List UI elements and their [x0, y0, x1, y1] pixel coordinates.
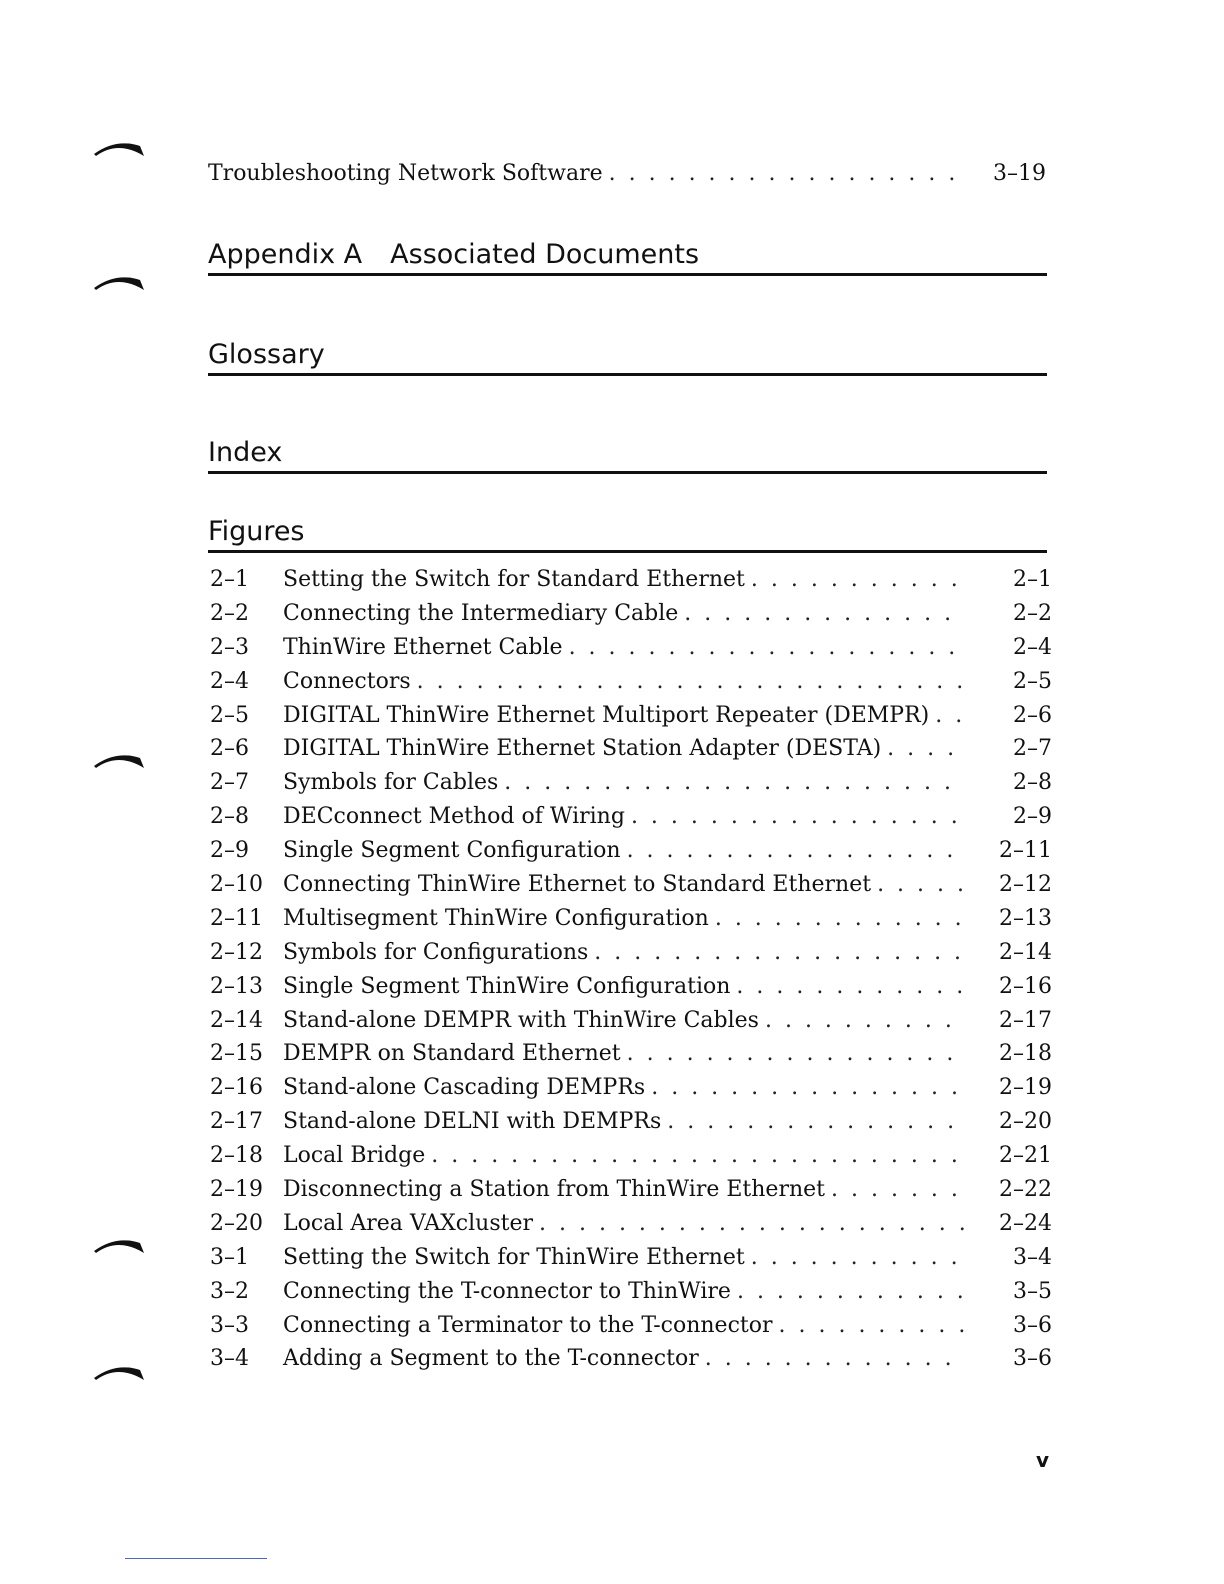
figure-number: 2–13	[210, 973, 263, 999]
leader-dots	[737, 1275, 964, 1309]
figure-title: Single Segment Configuration	[283, 834, 627, 868]
figure-page: 2–18	[964, 1037, 1052, 1071]
figure-list-item	[210, 699, 1052, 733]
figure-page: 2–8	[964, 766, 1052, 800]
figure-page: 2–7	[964, 732, 1052, 766]
figure-title: DEMPR on Standard Ethernet	[283, 1037, 627, 1071]
figure-page: 2–14	[964, 936, 1052, 970]
figure-title: DIGITAL ThinWire Ethernet Multiport Repeater (DEMPR)	[283, 699, 935, 733]
figure-page: 2–12	[964, 868, 1052, 902]
figure-page: 3–5	[964, 1275, 1052, 1309]
page-number: v	[1036, 1448, 1050, 1472]
figure-title: Local Bridge	[283, 1139, 431, 1173]
section-label: Appendix A	[208, 239, 363, 270]
figure-number: 2–19	[210, 1177, 263, 1203]
section-title: Associated Documents	[390, 239, 700, 270]
figure-title: Local Area VAXcluster	[283, 1207, 539, 1241]
leader-dots	[779, 1309, 965, 1343]
figure-number: 2–20	[210, 1210, 263, 1236]
figure-number: 2–1	[210, 567, 249, 592]
figure-number: 2–5	[210, 702, 249, 728]
figure-list-item	[210, 1173, 1052, 1207]
leader-dots	[887, 732, 964, 766]
figure-number: 2–17	[210, 1109, 263, 1135]
binder-punch-mark-icon	[88, 1233, 148, 1255]
figure-list-item	[210, 1275, 1052, 1309]
figure-page: 2–16	[964, 970, 1052, 1004]
figure-page: 2–20	[964, 1105, 1052, 1139]
figure-page: 2–5	[964, 665, 1052, 699]
figure-list-item	[210, 1139, 1052, 1173]
figure-page: 2–9	[964, 800, 1052, 834]
figure-title: Disconnecting a Station from ThinWire Ethernet	[283, 1173, 831, 1207]
figure-list-item	[210, 1309, 1052, 1343]
leader-dots	[539, 1207, 964, 1241]
footer-rule	[125, 1558, 267, 1559]
leader-dots	[751, 1241, 964, 1275]
section-heading-appendix-a	[208, 238, 1047, 276]
figure-list-item	[210, 766, 1052, 800]
figure-list-item	[210, 902, 1052, 936]
figure-number: 3–2	[210, 1278, 249, 1304]
figure-title: Multisegment ThinWire Configuration	[283, 902, 715, 936]
figure-number: 2–16	[210, 1075, 263, 1101]
figure-list-item	[210, 665, 1052, 699]
figure-list-item	[210, 1342, 1052, 1376]
figure-page: 2–6	[964, 699, 1052, 733]
section-heading-glossary	[208, 338, 1047, 376]
figure-page: 2–17	[964, 1004, 1052, 1038]
leader-dots	[831, 1173, 964, 1207]
figure-number: 2–9	[210, 838, 249, 864]
leader-dots	[627, 834, 964, 868]
figure-page: 3–4	[964, 1241, 1052, 1275]
figure-page: 3–6	[964, 1342, 1052, 1376]
leader-dots	[667, 1105, 964, 1139]
figure-number: 2–14	[210, 1007, 263, 1033]
binder-punch-mark-icon	[88, 270, 148, 292]
figure-title: Connectors	[283, 665, 417, 699]
figure-number: 2–15	[210, 1041, 263, 1067]
figure-page: 2–13	[964, 902, 1052, 936]
figure-title: DIGITAL ThinWire Ethernet Station Adapter (DESTA)	[283, 732, 887, 766]
figure-title: Single Segment ThinWire Configuration	[283, 970, 736, 1004]
figure-title: Stand-alone DEMPR with ThinWire Cables	[283, 1004, 765, 1038]
section-heading-figures	[208, 515, 1047, 553]
figure-page: 2–22	[964, 1173, 1052, 1207]
figure-number: 2–18	[210, 1143, 263, 1169]
figure-title: Stand-alone Cascading DEMPRs	[283, 1071, 651, 1105]
section-label: Figures	[208, 516, 305, 547]
figure-number: 3–4	[210, 1346, 249, 1372]
leader-dots	[594, 936, 964, 970]
figure-title: Connecting the T-connector to ThinWire	[283, 1275, 737, 1309]
figure-list-item	[210, 732, 1052, 766]
figure-page: 2–21	[964, 1139, 1052, 1173]
figure-page: 2–24	[964, 1207, 1052, 1241]
leader-dots	[751, 563, 964, 597]
leader-dots	[431, 1139, 964, 1173]
section-label: Index	[208, 437, 283, 468]
figure-title: Symbols for Cables	[283, 766, 504, 800]
figures-list	[210, 563, 1052, 1376]
figure-page: 2–1	[964, 563, 1052, 597]
figure-number: 2–2	[210, 600, 249, 626]
binder-punch-mark-icon	[88, 136, 148, 158]
figure-list-item	[210, 970, 1052, 1004]
figure-list-item	[210, 563, 1052, 597]
figure-page: 2–2	[964, 597, 1052, 631]
figure-list-item	[210, 834, 1052, 868]
figure-number: 3–1	[210, 1244, 249, 1270]
figure-list-item	[210, 1037, 1052, 1071]
toc-entry-title: Troubleshooting Network Software	[208, 160, 609, 188]
leader-dots	[736, 970, 964, 1004]
leader-dots	[504, 766, 964, 800]
figure-list-item	[210, 1105, 1052, 1139]
figure-title: Connecting ThinWire Ethernet to Standard Ethernet	[283, 868, 877, 902]
leader-dots	[651, 1071, 964, 1105]
figure-list-item	[210, 936, 1052, 970]
leader-dots	[765, 1004, 964, 1038]
figure-number: 2–10	[210, 872, 263, 898]
figure-number: 2–7	[210, 770, 249, 796]
figure-list-item	[210, 868, 1052, 902]
figure-number: 2–4	[210, 668, 249, 694]
leader-dots	[631, 800, 964, 834]
section-heading-index	[208, 436, 1047, 474]
figure-page: 2–11	[964, 834, 1052, 868]
toc-entry-page: 3–19	[958, 160, 1046, 188]
figure-number: 2–3	[210, 634, 249, 660]
figure-title: Setting the Switch for Standard Ethernet	[283, 563, 751, 597]
figure-number: 2–6	[210, 736, 249, 762]
figure-number: 2–8	[210, 804, 249, 830]
leader-dots	[877, 868, 964, 902]
figure-list-item	[210, 1071, 1052, 1105]
toc-entry-troubleshooting	[208, 160, 1046, 188]
leader-dots	[569, 631, 964, 665]
leader-dots	[935, 699, 964, 733]
leader-dots	[684, 597, 964, 631]
figure-page: 2–4	[964, 631, 1052, 665]
figure-title: Adding a Segment to the T-connector	[283, 1342, 705, 1376]
figure-title: Symbols for Configurations	[283, 936, 594, 970]
figure-number: 2–11	[210, 905, 263, 931]
figure-title: Stand-alone DELNI with DEMPRs	[283, 1105, 667, 1139]
figure-list-item	[210, 800, 1052, 834]
binder-punch-mark-icon	[88, 1360, 148, 1382]
figure-list-item	[210, 1241, 1052, 1275]
leader-dots	[417, 665, 964, 699]
leader-dots	[715, 902, 964, 936]
figure-number: 3–3	[210, 1312, 249, 1338]
figure-page: 2–19	[964, 1071, 1052, 1105]
figure-list-item	[210, 631, 1052, 665]
figure-title: Connecting the Intermediary Cable	[283, 597, 684, 631]
figure-list-item	[210, 1207, 1052, 1241]
figure-number: 2–12	[210, 939, 263, 965]
figure-list-item	[210, 1004, 1052, 1038]
leader-dots	[627, 1037, 964, 1071]
binder-punch-mark-icon	[88, 748, 148, 770]
figure-title: Setting the Switch for ThinWire Ethernet	[283, 1241, 751, 1275]
figure-title: DECconnect Method of Wiring	[283, 800, 631, 834]
leader-dots	[705, 1342, 964, 1376]
section-label: Glossary	[208, 339, 325, 370]
figure-title: ThinWire Ethernet Cable	[283, 631, 569, 665]
figure-list-item	[210, 597, 1052, 631]
figure-page: 3–6	[964, 1309, 1052, 1343]
leader-dots	[609, 160, 958, 188]
figure-title: Connecting a Terminator to the T-connector	[283, 1309, 779, 1343]
